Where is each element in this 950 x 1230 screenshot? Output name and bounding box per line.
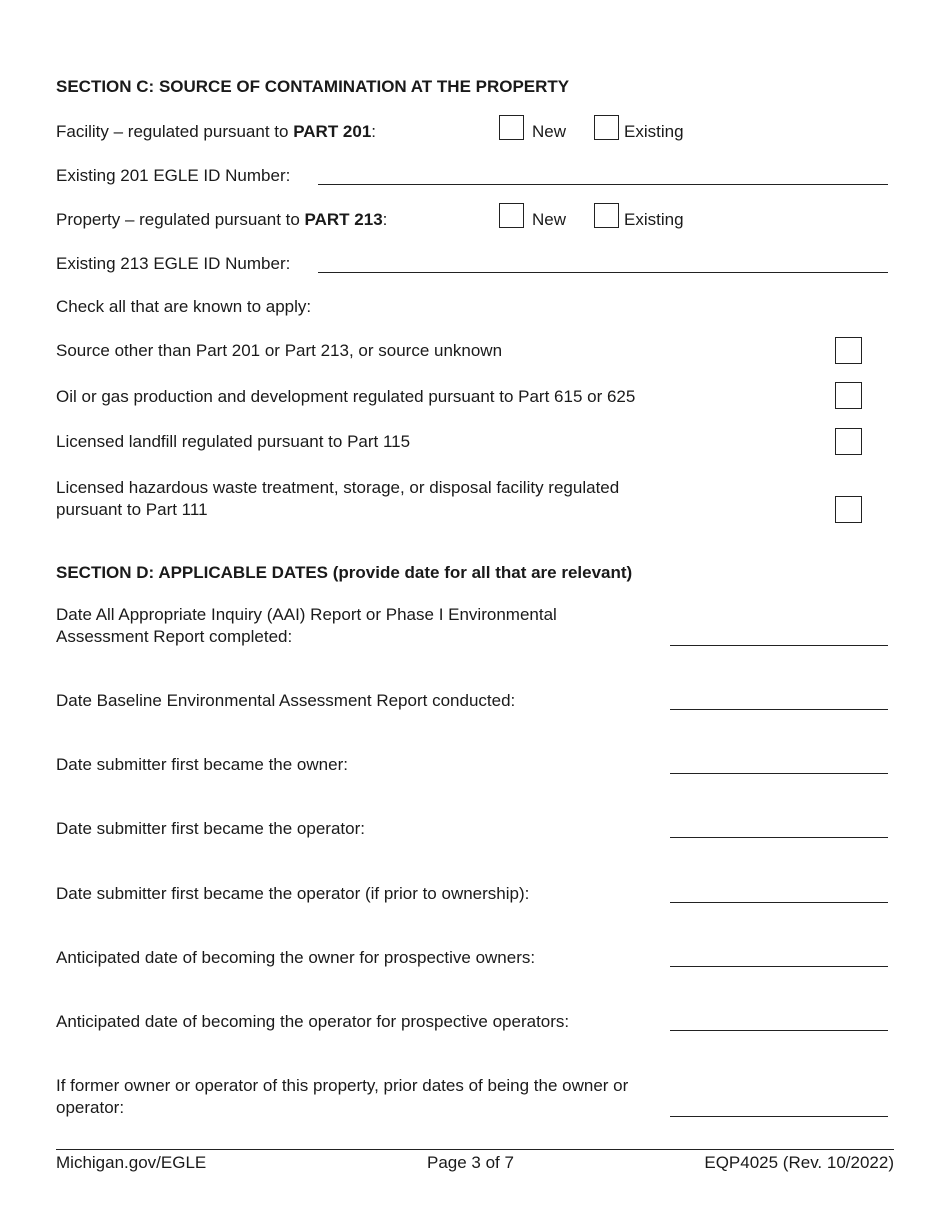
date-prospective-owner-label: Anticipated date of becoming the owner for prospective owners: <box>56 948 536 967</box>
date-former-field[interactable] <box>670 1116 888 1117</box>
facility-existing-checkbox[interactable] <box>594 115 619 140</box>
date-prospective-operator-label: Anticipated date of becoming the operator for prospective operators: <box>56 1012 570 1031</box>
id-201-field[interactable] <box>318 184 888 185</box>
property-existing-checkbox[interactable] <box>594 203 619 228</box>
footer-form-id: EQP4025 (Rev. 10/2022) <box>704 1153 894 1172</box>
date-owner-field[interactable] <box>670 773 888 774</box>
property-label: Property – regulated pursuant to PART 213: <box>56 210 388 229</box>
source-oil-gas-checkbox[interactable] <box>835 382 862 409</box>
source-landfill-label: Licensed landfill regulated pursuant to Part 115 <box>56 432 411 451</box>
id-201-label: Existing 201 EGLE ID Number: <box>56 166 291 185</box>
facility-label: Facility – regulated pursuant to PART 201: <box>56 122 377 141</box>
date-bea-label: Date Baseline Environmental Assessment Report conducted: <box>56 691 516 710</box>
check-all-label: Check all that are known to apply: <box>56 297 312 316</box>
property-existing-label: Existing <box>624 210 684 229</box>
date-operator-field[interactable] <box>670 837 888 838</box>
footer-page-number: Page 3 of 7 <box>427 1153 514 1172</box>
date-operator-prior-field[interactable] <box>670 902 888 903</box>
facility-new-label: New <box>532 122 567 141</box>
source-landfill-checkbox[interactable] <box>835 428 862 455</box>
footer-website: Michigan.gov/EGLE <box>56 1153 207 1172</box>
date-operator-label: Date submitter first became the operator: <box>56 819 365 838</box>
source-hazardous-label: Licensed hazardous waste treatment, storage, or disposal facility regulated pursuant to Part 111 <box>56 478 620 519</box>
date-aai-label: Date All Appropriate Inquiry (AAI) Report or Phase I Environmental Assessment Report completed: <box>56 605 557 646</box>
date-aai-field[interactable] <box>670 645 888 646</box>
date-operator-prior-label: Date submitter first became the operator (if prior to ownership): <box>56 884 530 903</box>
section-c-heading: SECTION C: SOURCE OF CONTAMINATION AT THE PROPERTY <box>56 77 570 96</box>
date-owner-label: Date submitter first became the owner: <box>56 755 348 774</box>
facility-new-checkbox[interactable] <box>499 115 524 140</box>
source-unknown-checkbox[interactable] <box>835 337 862 364</box>
date-prospective-operator-field[interactable] <box>670 1030 888 1031</box>
section-d-heading: SECTION D: APPLICABLE DATES (provide date for all that are relevant) <box>56 563 633 582</box>
date-bea-field[interactable] <box>670 709 888 710</box>
date-former-label: If former owner or operator of this property, prior dates of being the owner or operator: <box>56 1076 629 1117</box>
date-prospective-owner-field[interactable] <box>670 966 888 967</box>
source-oil-gas-label: Oil or gas production and development regulated pursuant to Part 615 or 625 <box>56 387 636 406</box>
source-unknown-label: Source other than Part 201 or Part 213, or source unknown <box>56 341 503 360</box>
facility-existing-label: Existing <box>624 122 684 141</box>
id-213-field[interactable] <box>318 272 888 273</box>
footer-rule <box>56 1149 894 1150</box>
source-hazardous-checkbox[interactable] <box>835 496 862 523</box>
property-new-label: New <box>532 210 567 229</box>
id-213-label: Existing 213 EGLE ID Number: <box>56 254 291 273</box>
property-new-checkbox[interactable] <box>499 203 524 228</box>
